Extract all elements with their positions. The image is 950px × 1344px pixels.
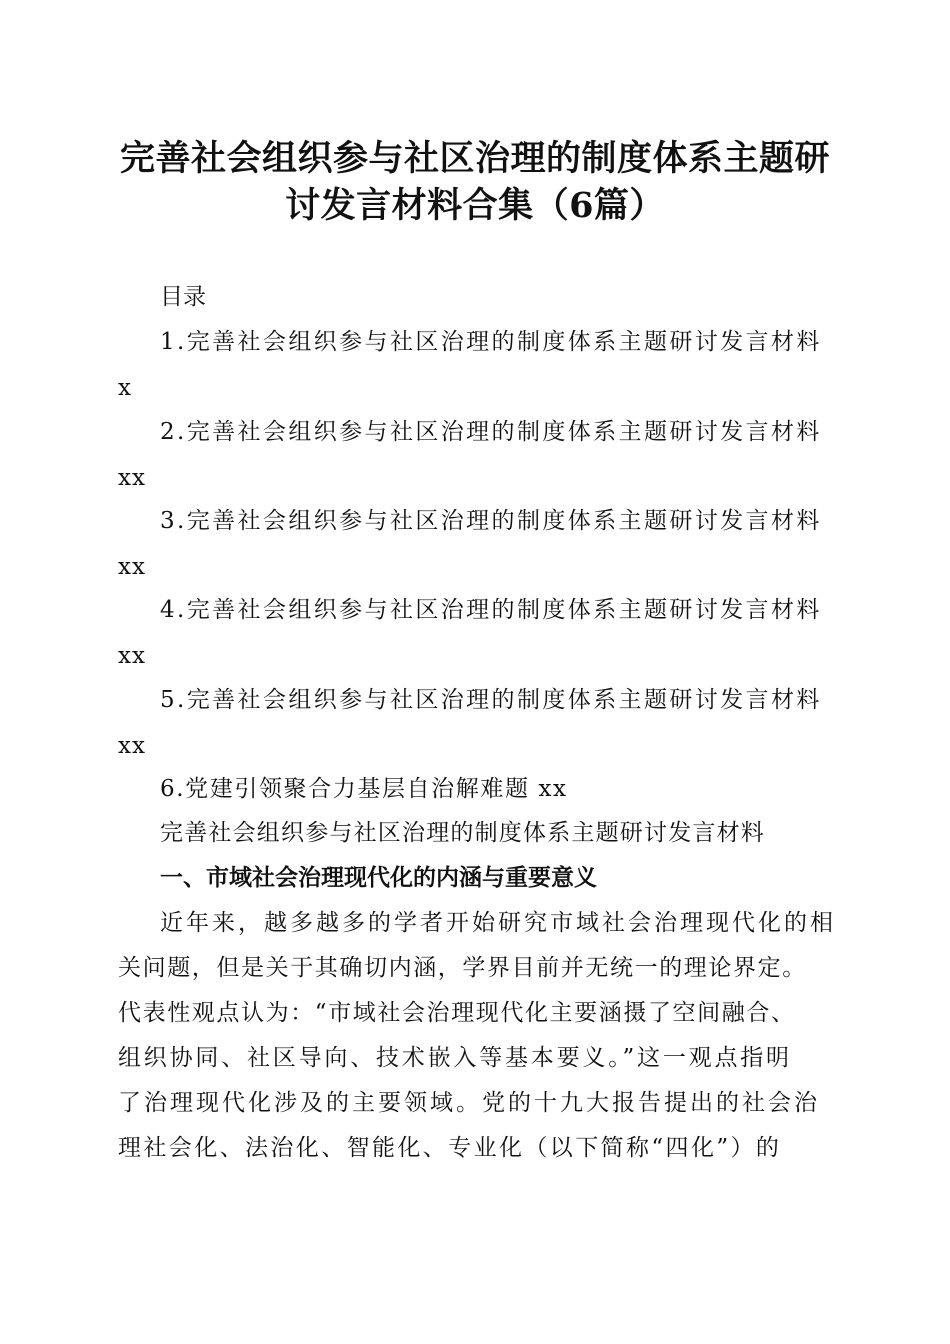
paragraph-line: 近年来，越多越多的学者开始研究市域社会治理现代化的相 xyxy=(160,910,836,936)
toc-item-2: 2.完善社会组织参与社区治理的制度体系主题研讨发言材料 xyxy=(160,419,822,445)
paragraph-line: 组织协同、社区导向、技术嵌入等基本要义。”这一观点指明 xyxy=(118,1045,792,1071)
document-title-line-1: 完善社会组织参与社区治理的制度体系主题研 xyxy=(119,138,830,179)
toc-item-5: 5.完善社会组织参与社区治理的制度体系主题研讨发言材料 xyxy=(160,687,822,713)
toc-item-3: 3.完善社会组织参与社区治理的制度体系主题研讨发言材料 xyxy=(160,508,822,534)
toc-item-1: 1.完善社会组织参与社区治理的制度体系主题研讨发言材料 xyxy=(160,329,822,355)
section-title: 完善社会组织参与社区治理的制度体系主题研讨发言材料 xyxy=(160,820,765,846)
toc-item-2-page: xx xyxy=(118,465,146,491)
toc-item-4-page: xx xyxy=(118,643,146,669)
toc-item-3-page: xx xyxy=(118,554,146,580)
toc-label: 目录 xyxy=(160,284,206,310)
paragraph-line: 关问题，但是关于其确切内涵，学界目前并无统一的理论界定。 xyxy=(118,955,807,981)
toc-item-5-page: xx xyxy=(118,733,146,759)
document-title-line-2: 讨发言材料合集（6篇） xyxy=(285,185,665,226)
toc-item-6: 6.党建引领聚合力基层自治解难题 xx xyxy=(160,776,568,802)
toc-item-4: 4.完善社会组织参与社区治理的制度体系主题研讨发言材料 xyxy=(160,597,822,623)
paragraph-line: 理社会化、法治化、智能化、专业化（以下简称“四化”）的 xyxy=(118,1135,782,1161)
toc-item-1-page: x xyxy=(118,375,132,401)
paragraph-line: 代表性观点认为：“市域社会治理现代化主要涵摄了空间融合、 xyxy=(118,1000,796,1026)
heading-1: 一、市域社会治理现代化的内涵与重要意义 xyxy=(160,865,597,891)
paragraph-line: 了治理现代化涉及的主要领域。党的十九大报告提出的社会治 xyxy=(118,1090,820,1116)
